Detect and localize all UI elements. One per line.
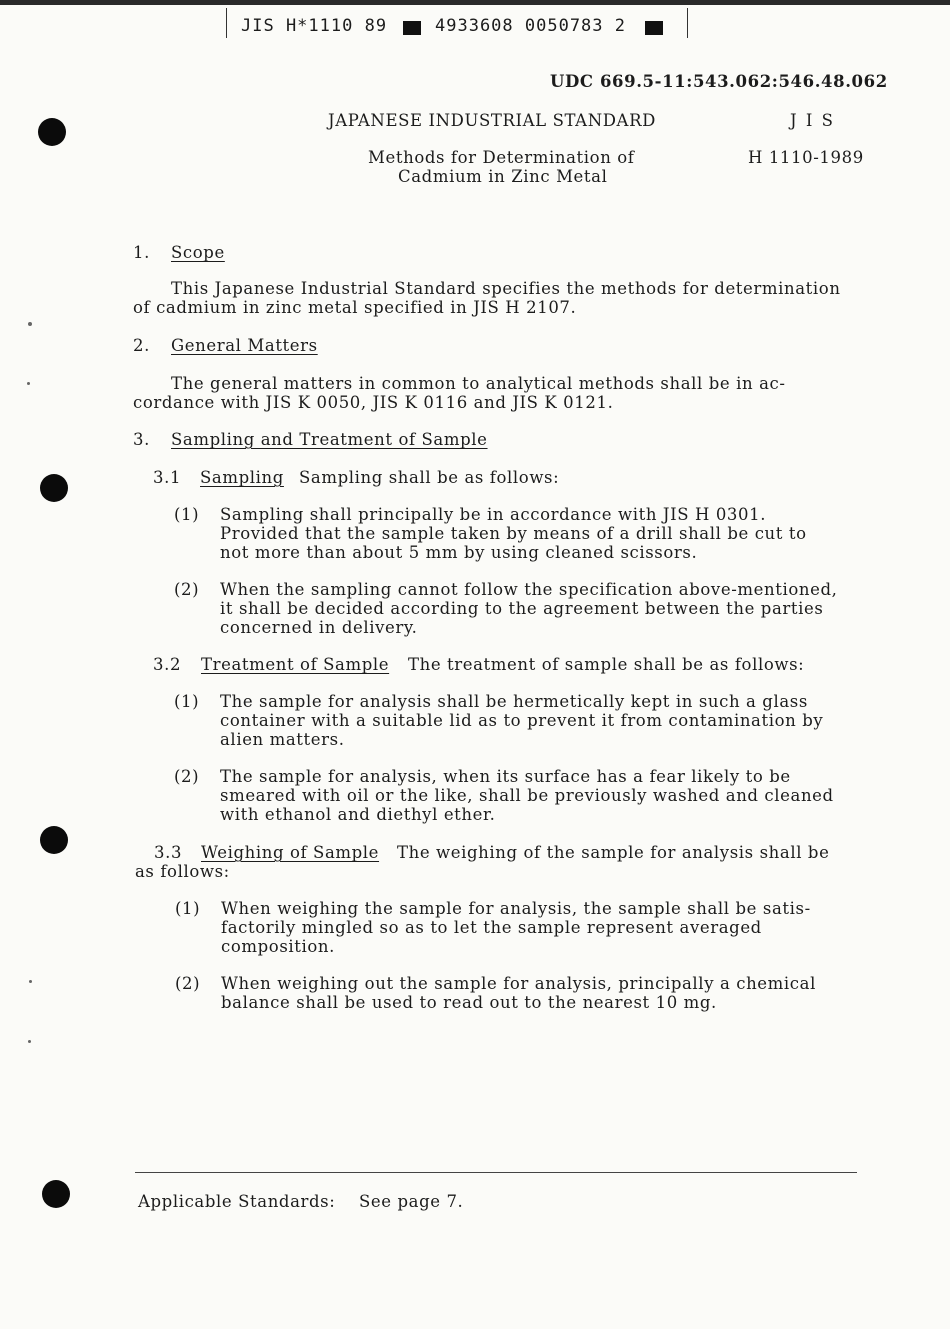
list-item-line: factorily mingled so as to let the sample represent averaged (221, 918, 762, 937)
standard-number: H 1110-1989 (748, 148, 864, 167)
section-number: 3. (133, 430, 150, 449)
block-mark-icon (645, 21, 663, 35)
header-catalog-number: 4933608 0050783 2 (435, 16, 626, 36)
list-item-line: When the sampling cannot follow the specification above-mentioned, (220, 580, 838, 599)
subsection-heading-weighing: Weighing of Sample (201, 843, 380, 862)
section-heading-general-matters: General Matters (171, 336, 318, 355)
list-item-line: concerned in delivery. (220, 618, 418, 637)
header-code: JIS H*1110 89 (241, 16, 388, 36)
scan-speck (28, 1040, 31, 1043)
subsection-number: 3.1 (153, 468, 182, 487)
list-item-label: (2) (174, 767, 200, 786)
list-item-line: it shall be decided according to the agreement between the parties (220, 599, 824, 618)
subsection-lead-cont: as follows: (135, 862, 230, 881)
punch-hole-icon (40, 826, 68, 854)
list-item-label: (1) (174, 692, 200, 711)
list-item-line: The sample for analysis, when its surface has a fear likely to be (220, 767, 791, 786)
list-item-line: When weighing the sample for analysis, the sample shall be satis- (221, 899, 811, 918)
punch-hole-icon (42, 1180, 70, 1208)
udc-code: UDC 669.5-11:543.062:546.48.062 (550, 72, 888, 91)
list-item-line: balance shall be used to read out to the nearest 10 mg. (221, 993, 717, 1012)
document-title-line1: Methods for Determination of (368, 148, 635, 167)
list-item-label: (1) (175, 899, 201, 918)
paragraph-line: cordance with JIS K 0050, JIS K 0116 and JIS K 0121. (133, 393, 614, 412)
subsection-lead: The treatment of sample shall be as follows: (408, 655, 805, 674)
list-item-line: Provided that the sample taken by means of a drill shall be cut to (220, 524, 807, 543)
list-item-label: (2) (175, 974, 201, 993)
subsection-number: 3.2 (153, 655, 182, 674)
list-item-line: smeared with oil or the like, shall be previously washed and cleaned (220, 786, 834, 805)
list-item-line: not more than about 5 mm by using cleaned scissors. (220, 543, 698, 562)
list-item-line: composition. (221, 937, 335, 956)
subsection-heading-sampling: Sampling (200, 468, 284, 487)
top-scan-border (0, 0, 950, 5)
applicable-standards-value: See page 7. (359, 1192, 464, 1211)
block-mark-icon (403, 21, 421, 35)
list-item-line: Sampling shall principally be in accordance with JIS H 0301. (220, 505, 767, 524)
punch-hole-icon (40, 474, 68, 502)
paragraph-line: This Japanese Industrial Standard specifies the methods for determination (171, 279, 841, 298)
scan-speck (27, 382, 30, 385)
section-number: 1. (133, 243, 150, 262)
paragraph-line: of cadmium in zinc metal specified in JIS H 2107. (133, 298, 577, 317)
footer-divider (135, 1172, 857, 1173)
list-item-line: The sample for analysis shall be hermetically kept in such a glass (220, 692, 808, 711)
list-item-label: (1) (174, 505, 200, 524)
punch-hole-icon (38, 118, 66, 146)
scan-speck (28, 322, 32, 326)
subsection-number: 3.3 (154, 843, 183, 862)
subsection-lead: Sampling shall be as follows: (299, 468, 560, 487)
subsection-heading-treatment: Treatment of Sample (201, 655, 390, 674)
paragraph-line: The general matters in common to analytical methods shall be in ac- (171, 374, 786, 393)
section-heading-scope: Scope (171, 243, 225, 262)
scan-speck (29, 980, 32, 983)
subsection-lead: The weighing of the sample for analysis shall be (397, 843, 830, 862)
list-item-line: with ethanol and diethyl ether. (220, 805, 496, 824)
list-item-label: (2) (174, 580, 200, 599)
section-heading-sampling-treatment: Sampling and Treatment of Sample (171, 430, 488, 449)
catalog-header (226, 8, 688, 38)
list-item-line: When weighing out the sample for analysis, principally a chemical (221, 974, 816, 993)
jis-label: J I S (790, 111, 835, 130)
standard-type: JAPANESE INDUSTRIAL STANDARD (328, 111, 656, 130)
list-item-line: alien matters. (220, 730, 345, 749)
applicable-standards-label: Applicable Standards: (138, 1192, 336, 1211)
list-item-line: container with a suitable lid as to prevent it from contamination by (220, 711, 824, 730)
section-number: 2. (133, 336, 150, 355)
document-title-line2: Cadmium in Zinc Metal (398, 167, 608, 186)
